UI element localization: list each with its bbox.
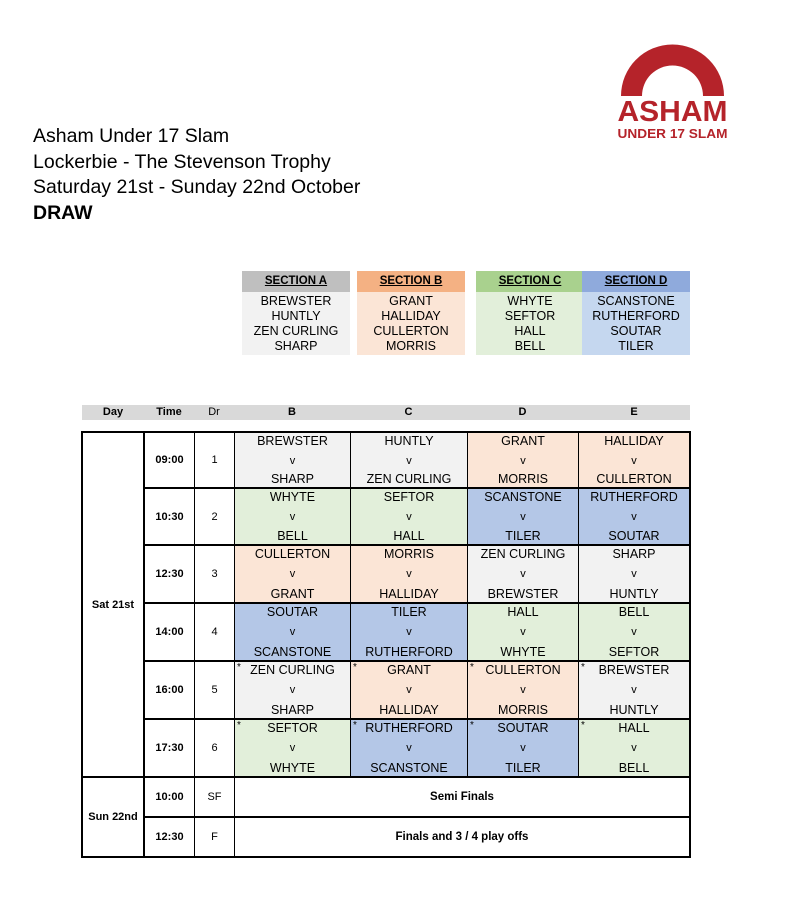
match-cell	[468, 489, 579, 546]
match-cell	[351, 720, 468, 778]
versus-label: v	[631, 568, 637, 580]
match-cell	[468, 433, 579, 489]
draw-number-cell: SF	[195, 778, 235, 818]
schedule-grid	[81, 431, 691, 858]
team-home: MORRIS	[384, 547, 434, 561]
team-home: BELL	[618, 605, 650, 619]
section-team: HALLIDAY	[381, 309, 441, 323]
team-away: WHYTE	[269, 761, 316, 775]
versus-label: v	[631, 511, 637, 523]
match-cell	[468, 720, 579, 778]
versus-label: v	[520, 684, 526, 696]
section-heading: SECTION B	[357, 271, 465, 292]
section-team: SHARP	[274, 339, 318, 353]
section-team: SEFTOR	[504, 309, 556, 323]
section-team: BREWSTER	[260, 294, 332, 308]
match-cell	[579, 604, 689, 662]
versus-label: v	[520, 568, 526, 580]
draw-number-cell: 4	[195, 604, 235, 662]
team-away: HALLIDAY	[379, 587, 439, 601]
team-away: HALLIDAY	[379, 703, 439, 717]
semi-finals-cell: Semi Finals	[235, 778, 689, 818]
section-team: BELL	[514, 339, 546, 353]
team-home: SHARP	[612, 547, 656, 561]
team-home: TILER	[391, 605, 427, 619]
section-team-list	[357, 292, 465, 355]
team-home: BREWSTER	[598, 663, 670, 677]
team-home: GRANT	[387, 663, 431, 677]
draw-number-cell: 2	[195, 489, 235, 546]
time-cell: 12:30	[145, 546, 195, 604]
asterisk-marker: *	[353, 662, 357, 673]
team-away: ZEN CURLING	[366, 472, 452, 486]
team-away: SCANSTONE	[253, 645, 332, 659]
team-home: SOUTAR	[497, 721, 549, 735]
section-team: MORRIS	[386, 339, 436, 353]
match-cell	[579, 720, 689, 778]
schedule-header	[82, 405, 690, 420]
versus-label: v	[289, 626, 296, 638]
time-cell: 17:30	[145, 720, 195, 778]
asterisk-marker: *	[237, 720, 241, 731]
finals-cell: Finals and 3 / 4 play offs	[395, 831, 529, 843]
match-cell	[579, 489, 689, 546]
versus-label: v	[520, 455, 526, 467]
team-away: HUNTLY	[609, 703, 659, 717]
versus-label: v	[520, 511, 526, 523]
time-cell: 10:00	[145, 778, 195, 818]
match-cell	[351, 489, 468, 546]
header-draw: Dr	[208, 406, 220, 418]
match-cell	[351, 546, 468, 604]
versus-label: v	[631, 626, 637, 638]
team-away: HALL	[393, 529, 425, 543]
section-team-list	[582, 292, 690, 355]
section-team: ZEN CURLING	[253, 324, 339, 338]
match-cell	[579, 662, 689, 720]
versus-label: v	[406, 684, 412, 696]
match-cell	[351, 433, 468, 489]
section-team: SOUTAR	[610, 324, 662, 338]
time-cell: 14:00	[145, 604, 195, 662]
section-team: WHYTE	[507, 294, 553, 308]
section-team: HALL	[514, 324, 546, 338]
team-away: SEFTOR	[608, 645, 660, 659]
team-home: BREWSTER	[257, 434, 328, 448]
team-away: SCANSTONE	[370, 761, 448, 775]
team-home: SEFTOR	[383, 490, 435, 504]
section-team: CULLERTON	[373, 324, 449, 338]
versus-label: v	[406, 626, 412, 638]
match-cell	[579, 546, 689, 604]
match-cell	[351, 604, 468, 662]
versus-label: v	[289, 455, 296, 467]
section-team: HUNTLY	[271, 309, 321, 323]
team-away: SHARP	[270, 703, 315, 717]
team-away: HUNTLY	[609, 587, 659, 601]
versus-label: v	[520, 626, 526, 638]
asterisk-marker: *	[237, 662, 241, 673]
section-team-list	[476, 292, 584, 355]
draw-number-cell: 3	[195, 546, 235, 604]
day-cell-saturday: Sat 21st	[83, 433, 145, 778]
draw-number-cell: 6	[195, 720, 235, 778]
draw-number-cell: 5	[195, 662, 235, 720]
match-cell	[235, 604, 351, 662]
team-home: HALLIDAY	[604, 434, 664, 448]
match-cell	[235, 433, 351, 489]
match-cell	[235, 546, 351, 604]
asterisk-marker: *	[470, 662, 474, 673]
event-dates: Saturday 21st - Sunday 22nd October	[33, 176, 361, 198]
asterisk-marker: *	[581, 662, 585, 673]
team-home: CULLERTON	[485, 663, 561, 677]
match-cell	[468, 604, 579, 662]
versus-label: v	[406, 568, 412, 580]
team-away: SOUTAR	[608, 529, 660, 543]
team-home: CULLERTON	[254, 547, 331, 561]
team-home: RUTHERFORD	[590, 490, 678, 504]
team-away: MORRIS	[498, 472, 548, 486]
header-sheet-d: D	[518, 406, 527, 418]
asterisk-marker: *	[353, 720, 357, 731]
versus-label: v	[631, 684, 637, 696]
draw-heading: DRAW	[33, 201, 93, 224]
team-home: HALL	[618, 721, 650, 735]
team-away: RUTHERFORD	[365, 645, 453, 659]
section-c	[476, 271, 584, 355]
versus-label: v	[406, 742, 412, 754]
draw-number-cell: 1	[195, 433, 235, 489]
asterisk-marker: *	[470, 720, 474, 731]
team-home: ZEN CURLING	[250, 663, 335, 677]
asterisk-marker: *	[581, 720, 585, 731]
team-home: GRANT	[501, 434, 545, 448]
section-team: GRANT	[389, 294, 433, 308]
team-home: HALL	[507, 605, 539, 619]
versus-label: v	[520, 742, 526, 754]
match-cell	[468, 546, 579, 604]
time-cell: 09:00	[145, 433, 195, 489]
section-team: SCANSTONE	[597, 294, 675, 308]
team-away: BELL	[277, 529, 308, 543]
versus-label: v	[289, 568, 296, 580]
header-day: Day	[102, 406, 124, 418]
section-team: RUTHERFORD	[592, 309, 680, 323]
team-away: BREWSTER	[487, 587, 559, 601]
versus-label: v	[631, 455, 637, 467]
header-sheet-c: C	[404, 406, 413, 418]
match-cell	[468, 662, 579, 720]
match-cell	[351, 662, 468, 720]
time-cell: 12:30	[145, 818, 195, 856]
team-home: HUNTLY	[384, 434, 434, 448]
section-team: TILER	[618, 339, 654, 353]
versus-label: v	[406, 455, 412, 467]
team-away: TILER	[505, 529, 541, 543]
team-away: CULLERTON	[596, 472, 672, 486]
team-home: SEFTOR	[267, 721, 318, 735]
section-heading: SECTION C	[476, 271, 584, 292]
header-sheet-e: E	[630, 406, 638, 418]
versus-label: v	[631, 742, 637, 754]
logo-subtitle: UNDER 17 SLAM	[617, 126, 728, 141]
time-cell: 10:30	[145, 489, 195, 546]
header-sheet-b: B	[288, 406, 296, 418]
team-away: WHYTE	[500, 645, 546, 659]
day-cell-sunday: Sun 22nd	[83, 778, 145, 856]
title-block	[33, 124, 360, 226]
team-away: BELL	[618, 761, 650, 775]
team-home: RUTHERFORD	[365, 721, 453, 735]
versus-label: v	[289, 742, 296, 754]
time-cell: 16:00	[145, 662, 195, 720]
team-away: SHARP	[270, 472, 315, 486]
team-away: MORRIS	[498, 703, 548, 717]
team-away: GRANT	[270, 587, 315, 601]
logo-word: ASHAM	[617, 96, 728, 128]
section-heading: SECTION A	[242, 271, 350, 292]
versus-label: v	[289, 684, 296, 696]
draw-number-cell: F	[195, 818, 235, 856]
event-venue: Lockerbie - The Stevenson Trophy	[33, 150, 331, 173]
asham-logo	[615, 38, 730, 144]
section-heading: SECTION D	[582, 271, 690, 292]
versus-label: v	[406, 511, 412, 523]
team-away: TILER	[505, 761, 541, 775]
team-home: WHYTE	[269, 490, 316, 504]
team-home: SOUTAR	[266, 605, 319, 619]
section-b	[357, 271, 465, 355]
match-cell	[579, 433, 689, 489]
versus-label: v	[289, 511, 296, 523]
match-cell	[235, 489, 351, 546]
team-home: ZEN CURLING	[480, 547, 566, 561]
section-a	[242, 271, 350, 355]
header-time: Time	[156, 406, 182, 418]
match-cell	[235, 720, 351, 778]
section-team-list	[242, 292, 350, 355]
event-title: Asham Under 17 Slam	[33, 125, 230, 147]
team-home: SCANSTONE	[484, 490, 562, 504]
match-cell	[235, 662, 351, 720]
section-d	[582, 271, 690, 355]
